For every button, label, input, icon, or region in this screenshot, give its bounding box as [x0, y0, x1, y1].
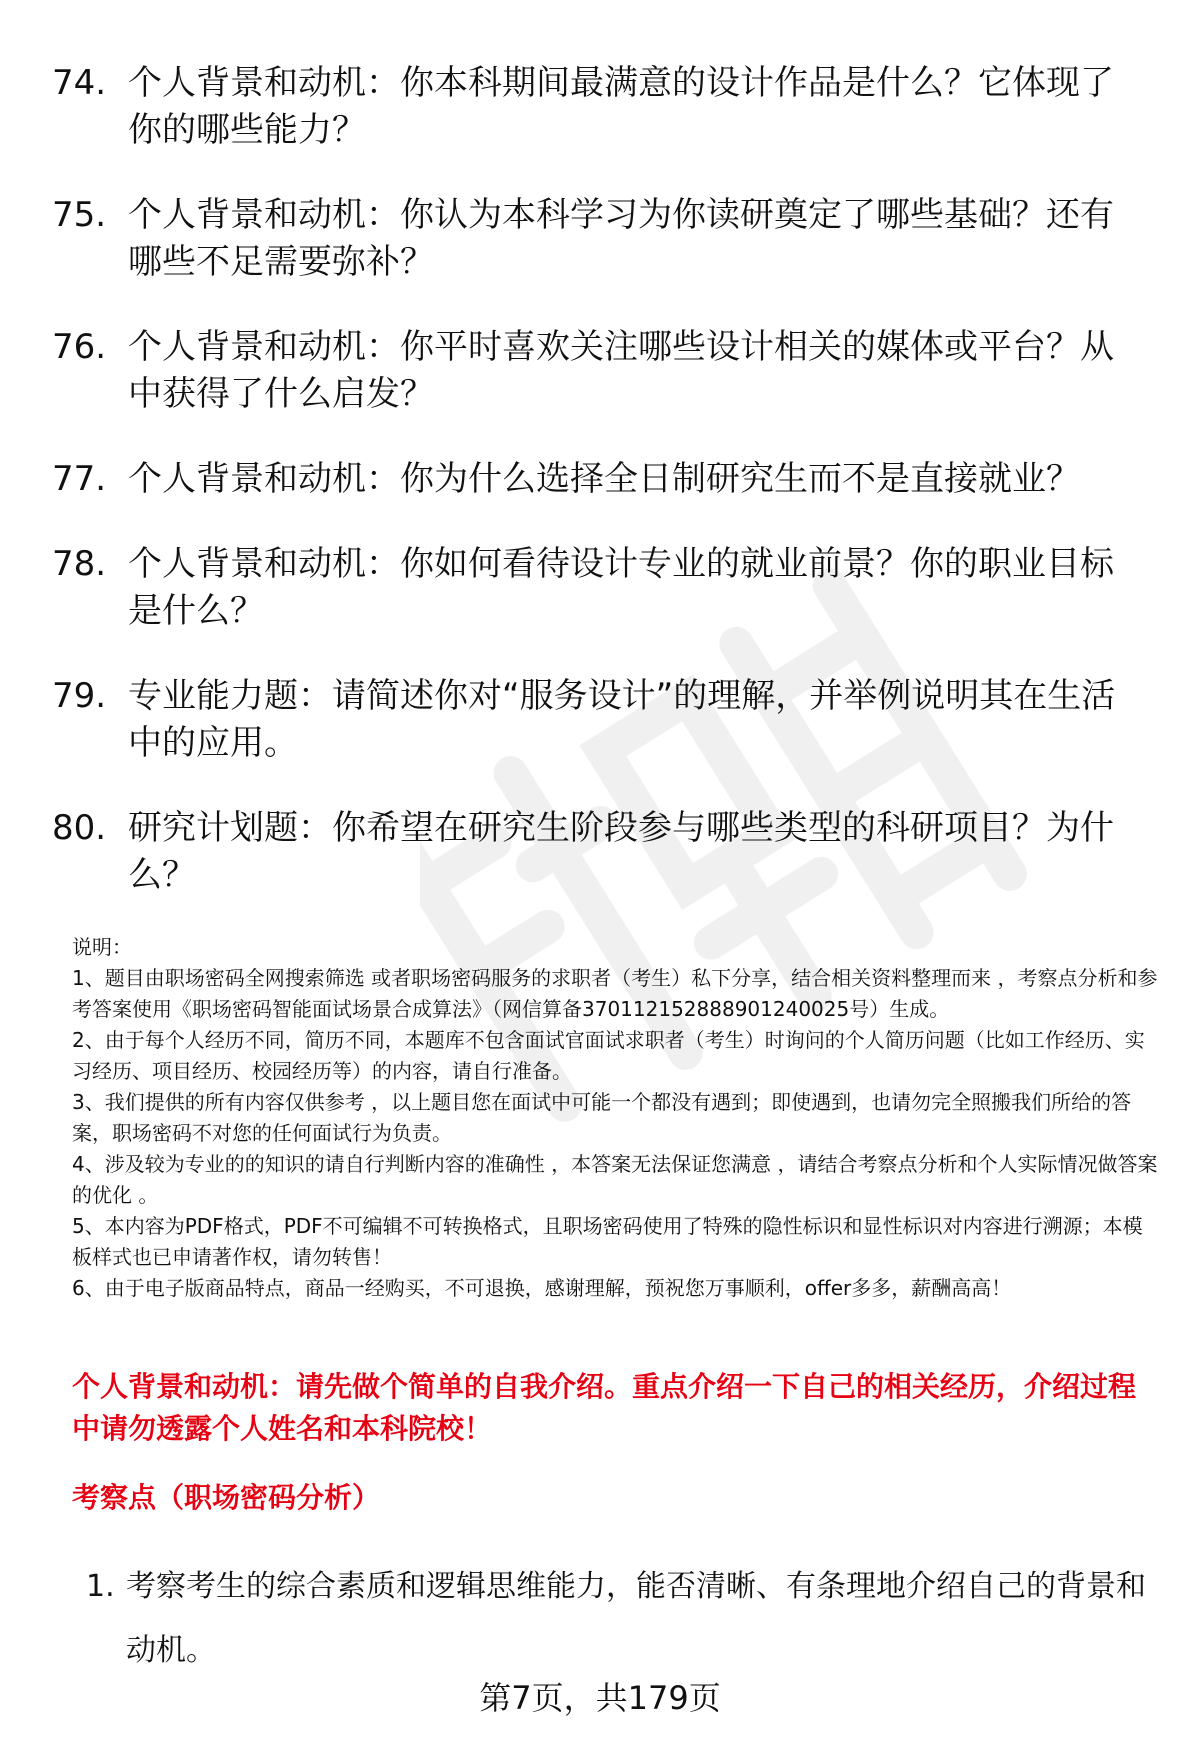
question-number: 80. — [52, 808, 107, 848]
note-item: 5、本内容为PDF格式，PDF不可编辑不可转换格式，且职场密码使用了特殊的隐性标识和显性标识对内容进行溯源；本模板样式也已申请著作权，请勿转售！ — [72, 1214, 1143, 1269]
page-footer: 第7页，共179页 — [479, 1679, 721, 1717]
question-text: 个人背景和动机：你本科期间最满意的设计作品是什么？它体现了你的哪些能力？ — [128, 63, 1114, 150]
question-item — [52, 324, 1152, 418]
question-text: 个人背景和动机：你如何看待设计专业的就业前景？你的职业目标是什么？ — [128, 544, 1114, 631]
section-title: 考察点（职场密码分析） — [72, 1481, 381, 1514]
note-item: 6、由于电子版商品特点，商品一经购买，不可退换，感谢理解，预祝您万事顺利，offer多多，薪酬高高！ — [72, 1276, 1012, 1300]
question-number: 76. — [52, 327, 107, 367]
question-text: 研究计划题：你希望在研究生阶段参与哪些类型的科研项目？为什么？ — [128, 808, 1114, 895]
question-item — [52, 60, 1152, 154]
note-item: 1、题目由职场密码全网搜索筛选 或者职场密码服务的求职者（考生）私下分享，结合相关资料整理而来 ，考察点分析和参考答案使用《职场密码智能面试场景合成算法》（网信算备370112152888901240025号）生成。 — [72, 966, 1158, 1021]
notes-section — [72, 932, 1160, 1304]
question-number: 75. — [52, 195, 107, 235]
point-number: 1. — [86, 1569, 115, 1604]
question-number: 77. — [52, 459, 107, 499]
question-item — [52, 192, 1152, 286]
highlight-question: 个人背景和动机：请先做个简单的自我介绍。重点介绍一下自己的相关经历，介绍过程中请勿透露个人姓名和本科院校！ — [72, 1370, 1137, 1445]
question-text: 个人背景和动机：你为什么选择全日制研究生而不是直接就业？ — [128, 459, 1080, 499]
question-item — [52, 805, 1152, 899]
question-number: 78. — [52, 544, 107, 584]
question-number: 79. — [52, 676, 107, 716]
question-text: 个人背景和动机：你认为本科学习为你读研奠定了哪些基础？还有哪些不足需要弥补？ — [128, 195, 1114, 282]
question-list — [52, 60, 1152, 937]
note-item: 4、涉及较为专业的的知识的请自行判断内容的准确性 ，本答案无法保证您满意 ，请结合考察点分析和个人实际情况做答案的优化 。 — [72, 1152, 1158, 1207]
analysis-point — [86, 1555, 1166, 1683]
question-item — [52, 456, 1152, 503]
note-item: 3、我们提供的所有内容仅供参考 ，以上题目您在面试中可能一个都没有遇到；即使遇到，也请勿完全照搬我们所给的答案，职场密码不对您的任何面试行为负责。 — [72, 1090, 1132, 1145]
question-text: 专业能力题：请简述你对“服务设计”的理解，并举例说明其在生活中的应用。 — [128, 676, 1116, 763]
note-item: 2、由于每个人经历不同，简历不同，本题库不包含面试官面试求职者（考生）时询问的个人简历问题（比如工作经历、实习经历、项目经历、校园经历等）的内容，请自行准备。 — [72, 1028, 1145, 1083]
point-text: 考察考生的综合素质和逻辑思维能力，能否清晰、有条理地介绍自己的背景和动机。 — [126, 1569, 1146, 1668]
question-text: 个人背景和动机：你平时喜欢关注哪些设计相关的媒体或平台？从中获得了什么启发？ — [128, 327, 1114, 414]
notes-heading: 说明： — [72, 935, 132, 959]
question-item — [52, 673, 1152, 767]
question-item — [52, 541, 1152, 635]
question-number: 74. — [52, 63, 107, 103]
